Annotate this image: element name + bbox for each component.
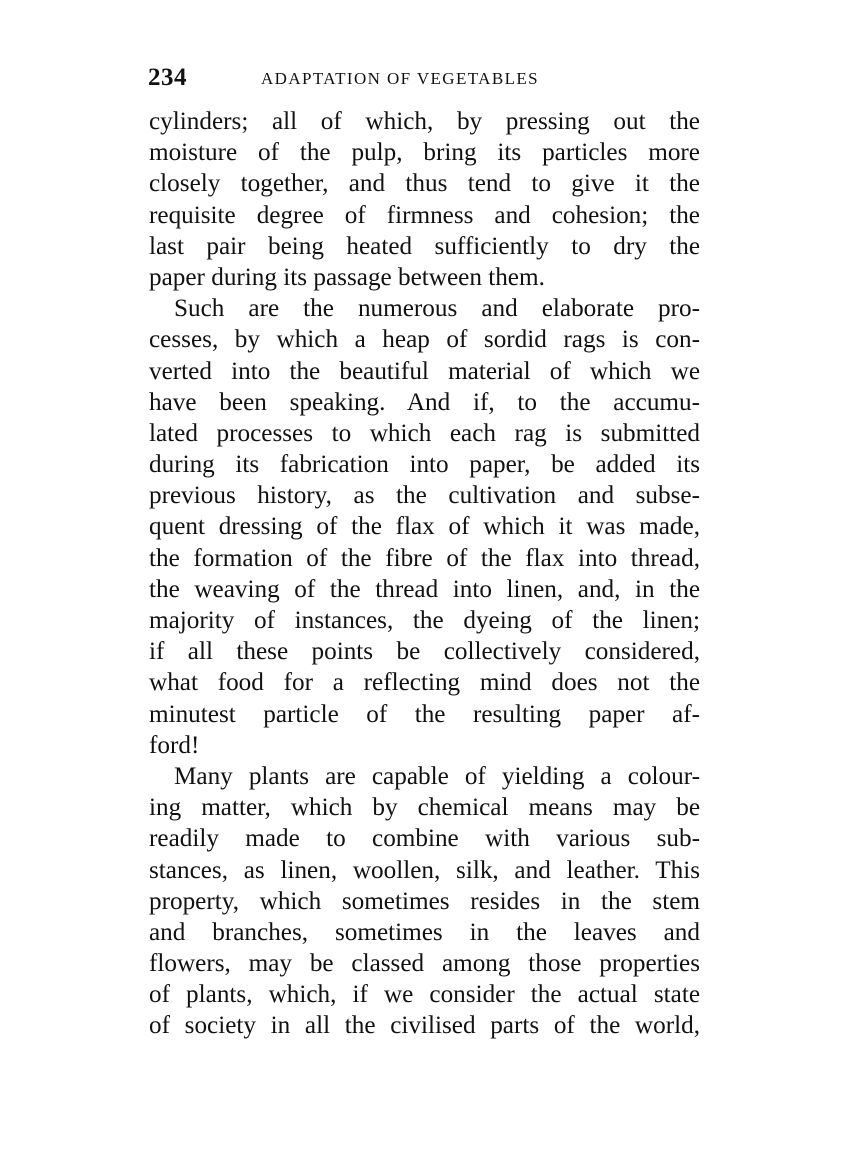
text-line: paper during its passage between them. [149,263,545,291]
text-line: and branches, sometimes in the leaves and [149,918,700,946]
text-line: verted into the beautiful material of which we [149,357,700,385]
running-title: ADAPTATION OF VEGETABLES [261,69,540,88]
text-line: quent dressing of the flax of which it was made, [149,513,700,541]
text-line: flowers, may be classed among those properties [149,950,700,978]
text-line: lated processes to which each rag is submitted [149,419,700,447]
text-line: requisite degree of firmness and cohesion; the [149,201,700,229]
text-line: previous history, as the cultivation and subse- [149,482,700,510]
text-line: ford! [149,731,200,759]
text-line: if all these points be collectively considered, [149,638,700,666]
text-line: ing matter, which by chemical means may be [149,794,700,822]
text-line: stances, as linen, woollen, silk, and leather. This [149,856,700,884]
page-number: 234 [148,64,187,91]
running-header [148,64,700,94]
text-line: of society in all the civilised parts of the world, [149,1012,700,1040]
text-line: during its fabrication into paper, be added its [149,451,700,479]
text-line: minutest particle of the resulting paper af- [149,700,700,728]
text-line: the formation of the fibre of the flax into thread, [149,544,700,572]
body-text [149,106,700,1042]
text-line: the weaving of the thread into linen, and, in the [149,575,700,603]
text-line: what food for a reflecting mind does not the [149,669,700,697]
text-line: closely together, and thus tend to give it the [149,170,700,198]
text-line: Many plants are capable of yielding a colour- [174,762,700,790]
text-line: cesses, by which a heap of sordid rags is con- [149,326,700,354]
text-line: last pair being heated sufficiently to dry the [149,232,700,260]
text-line: Such are the numerous and elaborate pro- [174,295,700,323]
text-line: majority of instances, the dyeing of the linen; [149,607,700,634]
text-line: of plants, which, if we consider the actual state [149,981,700,1009]
text-line: property, which sometimes resides in the stem [149,887,700,915]
text-line: cylinders; all of which, by pressing out the [149,108,700,135]
text-line: moisture of the pulp, bring its particles more [149,139,700,167]
text-line: readily made to combine with various sub- [149,825,700,853]
text-line: have been speaking. And if, to the accumu- [149,388,700,416]
